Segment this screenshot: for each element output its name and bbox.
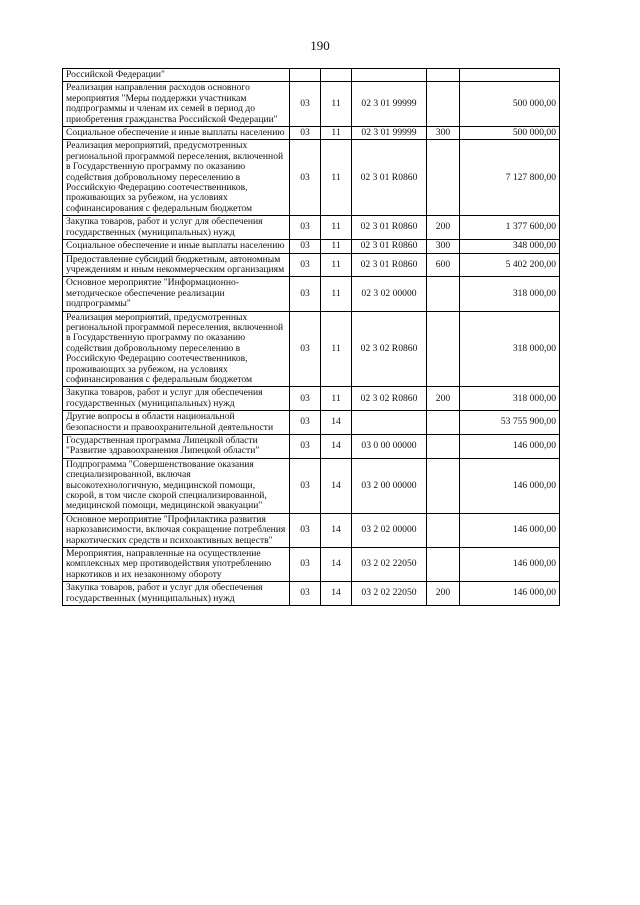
row-subsection-code: 11: [321, 82, 352, 127]
row-subsection-code: 11: [321, 253, 352, 277]
row-article-code: [352, 69, 427, 82]
row-name: Другие вопросы в области национальной безопасности и правоохранительной деятельности: [63, 411, 290, 435]
table-row: [63, 82, 560, 127]
table-row: [63, 216, 560, 240]
row-article-code: 02 3 01 R0860: [352, 253, 427, 277]
row-sum: 146 000,00: [460, 582, 560, 606]
row-sum: 146 000,00: [460, 435, 560, 459]
row-name: Закупка товаров, работ и услуг для обеспечения государственных (муниципальных) нужд: [63, 582, 290, 606]
row-subsection-code: 14: [321, 513, 352, 547]
row-expense-type: [427, 458, 460, 513]
row-expense-type: 600: [427, 253, 460, 277]
row-sum: 53 755 900,00: [460, 411, 560, 435]
row-sum: 5 402 200,00: [460, 253, 560, 277]
row-article-code: 02 3 02 00000: [352, 277, 427, 311]
row-section-code: [290, 69, 321, 82]
row-sum: 7 127 800,00: [460, 140, 560, 216]
row-expense-type: [427, 548, 460, 582]
row-sum: [460, 69, 560, 82]
row-expense-type: [427, 411, 460, 435]
row-expense-type: 200: [427, 216, 460, 240]
row-article-code: [352, 411, 427, 435]
table-row: [63, 513, 560, 547]
row-section-code: 03: [290, 411, 321, 435]
row-sum: 318 000,00: [460, 277, 560, 311]
row-subsection-code: [321, 69, 352, 82]
table-row: [63, 240, 560, 253]
row-subsection-code: 14: [321, 548, 352, 582]
row-name: Подпрограмма "Совершенствование оказания специализированной, включая высокотехнологичную, медицинской помощи, скорой, в том числе скорой специализированной, медицинской помощи, медицинской эвакуации": [63, 458, 290, 513]
page-number: 190: [310, 38, 330, 53]
table-row: [63, 387, 560, 411]
row-subsection-code: 11: [321, 387, 352, 411]
row-section-code: 03: [290, 277, 321, 311]
row-sum: 1 377 600,00: [460, 216, 560, 240]
row-subsection-code: 11: [321, 127, 352, 140]
row-name: Реализация мероприятий, предусмотренных региональной программой переселения, включенной в Государственную программу по оказанию содействия добровольному переселению в Российскую Федерацию соотечественников, проживающих за рубежом, на условиях софинансирования с федеральным бюджетом: [63, 140, 290, 216]
row-article-code: 03 2 02 22050: [352, 582, 427, 606]
row-article-code: 02 3 01 R0860: [352, 240, 427, 253]
row-expense-type: [427, 435, 460, 459]
row-expense-type: [427, 311, 460, 387]
row-section-code: 03: [290, 216, 321, 240]
row-subsection-code: 14: [321, 435, 352, 459]
row-subsection-code: 11: [321, 216, 352, 240]
row-subsection-code: 11: [321, 240, 352, 253]
row-name: Мероприятия, направленные на осуществление комплексных мер противодействия употреблению наркотиков и их незаконному обороту: [63, 548, 290, 582]
row-subsection-code: 14: [321, 458, 352, 513]
row-section-code: 03: [290, 387, 321, 411]
row-expense-type: [427, 82, 460, 127]
row-article-code: 03 0 00 00000: [352, 435, 427, 459]
row-sum: 146 000,00: [460, 513, 560, 547]
row-expense-type: [427, 513, 460, 547]
row-sum: 318 000,00: [460, 311, 560, 387]
table-row: [63, 411, 560, 435]
row-section-code: 03: [290, 435, 321, 459]
row-name: Российской Федерации": [63, 69, 290, 82]
table-row: [63, 311, 560, 387]
row-expense-type: [427, 69, 460, 82]
row-expense-type: [427, 277, 460, 311]
table-row: [63, 548, 560, 582]
row-article-code: 02 3 02 R0860: [352, 387, 427, 411]
row-subsection-code: 11: [321, 140, 352, 216]
row-sum: 500 000,00: [460, 127, 560, 140]
row-article-code: 02 3 02 R0860: [352, 311, 427, 387]
row-subsection-code: 14: [321, 411, 352, 435]
row-sum: 146 000,00: [460, 548, 560, 582]
row-expense-type: 300: [427, 240, 460, 253]
table-row: [63, 127, 560, 140]
row-name: Реализация направления расходов основного мероприятия "Меры поддержки участникам подпрограммы и членам их семей в период до приобретения гражданства Российской Федерации": [63, 82, 290, 127]
row-section-code: 03: [290, 253, 321, 277]
row-section-code: 03: [290, 240, 321, 253]
row-expense-type: 300: [427, 127, 460, 140]
row-article-code: 02 3 01 R0860: [352, 216, 427, 240]
row-section-code: 03: [290, 82, 321, 127]
row-section-code: 03: [290, 127, 321, 140]
row-subsection-code: 14: [321, 582, 352, 606]
row-section-code: 03: [290, 140, 321, 216]
row-article-code: 02 3 01 R0860: [352, 140, 427, 216]
row-section-code: 03: [290, 548, 321, 582]
row-article-code: 02 3 01 99999: [352, 127, 427, 140]
row-sum: 146 000,00: [460, 458, 560, 513]
row-subsection-code: 11: [321, 277, 352, 311]
row-article-code: 03 2 02 00000: [352, 513, 427, 547]
row-expense-type: 200: [427, 582, 460, 606]
row-name: Социальное обеспечение и иные выплаты населению: [63, 127, 290, 140]
table-row: [63, 69, 560, 82]
row-sum: 348 000,00: [460, 240, 560, 253]
row-name: Государственная программа Липецкой области "Развитие здравоохранения Липецкой области": [63, 435, 290, 459]
budget-table: [62, 68, 560, 606]
row-article-code: 03 2 00 00000: [352, 458, 427, 513]
row-article-code: 03 2 02 22050: [352, 548, 427, 582]
row-name: Основное мероприятие "Профилактика развития наркозависимости, включая сокращение потребления наркотических средств и психоактивных веществ": [63, 513, 290, 547]
table-row: [63, 277, 560, 311]
row-section-code: 03: [290, 513, 321, 547]
row-name: Закупка товаров, работ и услуг для обеспечения государственных (муниципальных) нужд: [63, 216, 290, 240]
row-name: Реализация мероприятий, предусмотренных региональной программой переселения, включенной в Государственную программу по оказанию содействия добровольному переселению в Российскую Федерацию соотечественников, проживающих за рубежом, на условиях софинансирования с федеральным бюджетом: [63, 311, 290, 387]
row-name: Социальное обеспечение и иные выплаты населению: [63, 240, 290, 253]
row-name: Предоставление субсидий бюджетным, автономным учреждениям и иным некоммерческим организациям: [63, 253, 290, 277]
row-expense-type: [427, 140, 460, 216]
row-name: Закупка товаров, работ и услуг для обеспечения государственных (муниципальных) нужд: [63, 387, 290, 411]
table-row: [63, 435, 560, 459]
row-sum: 318 000,00: [460, 387, 560, 411]
budget-table-body: [63, 69, 560, 606]
row-section-code: 03: [290, 458, 321, 513]
row-subsection-code: 11: [321, 311, 352, 387]
row-name: Основное мероприятие "Информационно-методическое обеспечение реализации подпрограммы": [63, 277, 290, 311]
table-row: [63, 253, 560, 277]
row-article-code: 02 3 01 99999: [352, 82, 427, 127]
table-row: [63, 140, 560, 216]
row-section-code: 03: [290, 311, 321, 387]
table-row: [63, 458, 560, 513]
table-row: [63, 582, 560, 606]
row-section-code: 03: [290, 582, 321, 606]
row-sum: 500 000,00: [460, 82, 560, 127]
row-expense-type: 200: [427, 387, 460, 411]
